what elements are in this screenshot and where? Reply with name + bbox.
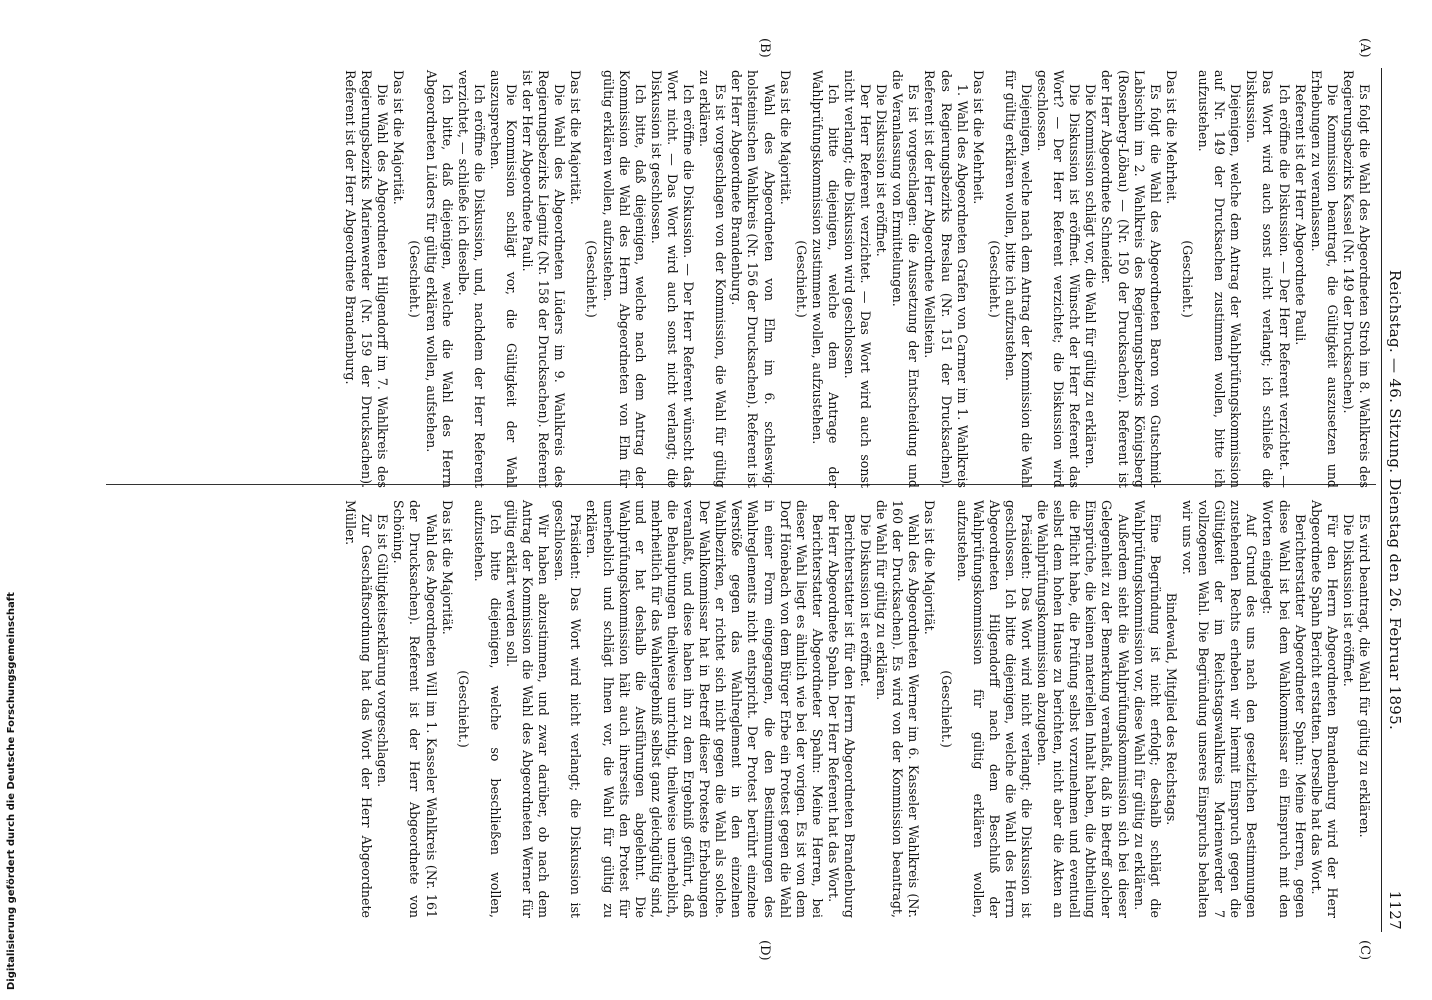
- paragraph: Die Diskussion ist eröffnet.: [874, 84, 890, 257]
- paragraph: Die Wahl des Abgeordneten Lüders im 9. Wahlkreis des Regierungsbezirks Liegnitz (Nr. 158 der Drucksachen). Referent ist der Herr Abgeordnete Pauli.: [520, 70, 568, 488]
- page-number: 1127: [1386, 890, 1404, 930]
- paragraph: Die Diskussion ist eröffnet.: [1340, 514, 1356, 687]
- page-header: [1382, 70, 1404, 930]
- paragraph: (Geschieht.): [584, 240, 600, 318]
- right-column: [342, 500, 1372, 918]
- paragraph: Es folgt die Wahl des Abgeordneten Stroh im 8. Wahlkreis des Regierungsbezirks Kassel (Nr. 149 der Drucksachen).: [1340, 70, 1372, 488]
- header-rule: [1381, 68, 1382, 932]
- paragraph: Der Herr Referent verzichtet. — Das Wort wird auch sonst nicht verlangt; die Diskussion wird geschlossen.: [842, 70, 874, 488]
- paragraph: Es ist vorgeschlagen: die Aussetzung der Entscheidung und die Veranlassung von Ermittelungen.: [890, 70, 922, 488]
- paragraph: Das ist die Majorität.: [922, 500, 938, 635]
- paragraph: Präsident: Das Wort wird nicht verlangt; die Diskussion ist geschlossen. Ich bitte diejenigen, welche die Wahl des Herrn Abgeordneten Hilgendorff nach dem Beschluß der Wahlprüfungskommission für gültig erklären wollen, aufzustehen.: [954, 500, 1035, 918]
- paragraph: (Geschieht.): [455, 670, 471, 748]
- paragraph: Diejenigen, welche dem Antrag der Wahlprüfungskommission auf Nr. 149 der Drucksachen zustimmen wollen, bitte ich aufzustehen.: [1196, 70, 1244, 488]
- paragraph: Es ist Gültigkeitserklärung vorgeschlagen.: [375, 514, 391, 788]
- paragraph: Das ist die Majorität.: [391, 70, 407, 205]
- paragraph: (Geschieht.): [938, 670, 954, 748]
- paragraph: Die Diskussion ist eröffnet.: [858, 514, 874, 687]
- paragraph: Außerdem sieht die Wahlprüfungskommission sich bei dieser Gelegenheit zu der Bemerkung veranlaßt, daß in Betreff solcher Einsprüche, die keinen materiellen Inhalt haben, die Abtheilung die Pflicht habe, die Prüfung selbst vorzunehmen und eventuell selbst dem hohen Hause zu berichten, nicht aber die Akten an die Wahlprüfungskommission abzugeben.: [1035, 500, 1131, 918]
- paragraph: Ich bitte, daß diejenigen, welche nach dem Antrag der Kommission die Wahl des Herrn Abgeordneten von Elm für gültig erklären wollen, aufzustehen.: [600, 70, 648, 488]
- paragraph: Die Kommission beantragt, die Gültigkeit auszusetzen und Erhebungen zu veranlassen.: [1308, 70, 1340, 488]
- paragraph: Berichterstatter Abgeordneter Spahn: Meine Herren, gegen diese Wahl ist bei dem Wahlkommissar ein Einspruch mit den Worten eingelegt:: [1260, 500, 1308, 918]
- left-column: [342, 70, 1372, 488]
- paragraph: (Geschieht.): [1179, 240, 1195, 318]
- paragraph: Wir haben abzustimmen, und zwar darüber, ob nach dem Antrag der Kommission die Wahl des Abgeordneten Werner für gültig erklärt werden soll.: [504, 500, 552, 918]
- paragraph: Es wird beantragt, die Wahl für gültig zu erklären.: [1357, 514, 1372, 838]
- paragraph: Das ist die Majorität.: [568, 70, 584, 205]
- paragraph: Eine Begründung ist nicht erfolgt; deshalb schlägt die Wahlprüfungskommission vor, diese Wahl für gültig zu erklären.: [1131, 500, 1163, 918]
- paragraph: Die Wahl des Abgeordneten Hilgendorff im 7. Wahlkreis des Regierungsbezirks Marienwerder (Nr. 159 der Drucksachen). Referent ist der Herr Abgeordnete Brandenburg.: [343, 70, 391, 488]
- header-title: Reichstag. — 46. Sitzung. Dienstag den 26. Februar 1895.: [1386, 269, 1404, 731]
- paragraph: (Geschieht.): [407, 240, 423, 318]
- paragraph: Referent ist der Herr Abgeordnete Pauli.: [1292, 84, 1308, 346]
- paragraph: Ich eröffne die Diskussion. — Der Herr Referent wünscht das Wort nicht. — Das Wort wird auch sonst nicht verlangt; die Diskussion ist geschlossen.: [648, 70, 697, 488]
- margin-letter-a: (A): [1357, 38, 1372, 58]
- paragraph: Es ist vorgeschlagen von der Kommission, die Wahl für gültig zu erklären.: [697, 70, 729, 488]
- paragraph: 1. Wahl des Abgeordneten Grafen von Carmer im 1. Wahlkreis des Regierungsbezirks Breslau (Nr. 151 der Drucksachen). Referent ist der Herr Abgeordnete Wellstein.: [922, 70, 970, 488]
- paragraph: Es folgt die Wahl des Abgeordneten Baron von Gutschmid-Labischin im 2. Wahlkreis des Regierungsbezirks Königsberg (Rosenberg-Löbau) — (Nr. 150 der Drucksachen). Referent ist der Herr Abgeordnete Schneider.: [1099, 70, 1163, 488]
- paragraph: Ich bitte diejenigen, welche dem Antrage der Wahlprüfungskommission zustimmen wollen, aufzustehen.: [809, 70, 841, 488]
- paragraph: Die Kommission schlägt vor, die Wahl für gültig zu erklären.: [1083, 84, 1099, 469]
- paragraph: Ich eröffne die Diskussion. — Der Herr Referent verzichtet. — Das Wort wird auch sonst nicht verlangt; ich schließe die Diskussion.: [1244, 70, 1292, 488]
- paragraph: Zur Geschäftsordnung hat das Wort der Herr Abgeordnete Müller.: [343, 500, 375, 918]
- paragraph: Wahl des Abgeordneten Werner im 6. Kasseler Wahlkreis (Nr. 160 der Drucksachen). Es wird von der Kommission beantragt, die Wahl für gültig zu erklären.: [874, 500, 922, 918]
- paragraph: Wahl des Abgeordneten Will im 1. Kasseler Wahlkreis (Nr. 161 der Drucksachen). Referent ist der Herr Abgeordnete von Schöning.: [391, 500, 439, 918]
- footer: [0, 970, 1432, 1000]
- paragraph: Ich bitte diejenigen, welche so beschließen wollen, aufzustehen.: [471, 500, 503, 918]
- paragraph: Wahl des Abgeordneten von Elm im 6. schleswig-holsteinischen Wahlkreis (Nr. 156 der Drucksachen). Referent ist der Herr Abgeordnete Brandenburg.: [729, 70, 777, 488]
- paragraph: Das ist die Majorität.: [777, 70, 793, 205]
- paragraph: Bindewald, Mitglied des Reichstags.: [1163, 592, 1179, 826]
- paragraph: Diejenigen, welche nach dem Antrag der Kommission die Wahl für gültig erklären wollen, bitte ich aufzustehen.: [1002, 70, 1035, 488]
- margin-letter-b: (B): [757, 38, 772, 58]
- paragraph: Das ist die Mehrheit.: [970, 70, 986, 205]
- paragraph: Ich bitte, daß diejenigen, welche die Wahl des Herrn Abgeordneten Lüders für gültig erklären wollen, aufstehen.: [423, 70, 455, 488]
- digitization-credit: Digitalisierung gefördert durch die Deutsche Forschungsgemeinschaft: [6, 592, 17, 990]
- paragraph: Präsident: Das Wort wird nicht verlangt; die Diskussion ist geschlossen.: [552, 500, 584, 918]
- margin-letter-d: (D): [757, 940, 772, 961]
- paragraph: Auf Grund des uns nach den gesetzlichen Bestimmungen zustehenden Rechts erheben wir hiermit Einspruch gegen die Gültigkeit der im Reichstagswahlkreis Marienwerder 7 vollzogenen Wahl. Die Begründung unseres Einspruchs behalten wir uns vor.: [1179, 500, 1260, 918]
- paragraph: Die Diskussion ist eröffnet. Wünscht der Herr Referent das Wort? — Der Herr Referent verzichtet; die Diskussion wird geschlossen.: [1035, 70, 1083, 488]
- paragraph: Berichterstatter Abgeordneter Spahn: Meine Herren, bei dieser Wahl liegt es ähnlich wie bei der vorigen. Es ist von dem Dorf Hönebach von dem Bürger Erbe ein Protest gegen die Wahl in einer Form eingegangen, die den Bestimmungen des Wahlreglements nicht entspricht. Der Protest berührt einzelne Verstöße gegen das Wahlreglement in den einzelnen Wahlbezirken, er richtet sich nicht gegen die Wahl als solche. Der Wahlkommissar hat in Betreff dieser Proteste Erhebungen veranlaßt, und diese haben ihn zu dem Ergebniß geführt, daß die Behauptungen theilweise unrichtig, theilweise unerheblich, mehrheitlich für das Wahlergebniß selbst ganz gleichgültig sind, und er hat deshalb die Ausführungen abgelehnt. Die Wahlprüfungskommission hält auch ihrerseits den Protest für unerheblich und schlägt Ihnen vor, die Wahl für gültig zu erklären.: [584, 500, 825, 918]
- margin-letter-c: (C): [1357, 940, 1372, 961]
- paragraph: Berichterstatter ist für den Herrn Abgeordneten Brandenburg der Herr Abgeordnete Spahn. Der Herr Referent hat das Wort.: [825, 500, 857, 918]
- paragraph: Das ist die Majorität.: [439, 500, 455, 635]
- paragraph: Das ist die Mehrheit.: [1163, 70, 1179, 205]
- paragraph: (Geschieht.): [793, 240, 809, 318]
- paragraph: Die Kommission schlägt vor, die Gültigkeit der Wahl auszusprechen.: [487, 70, 520, 488]
- paragraph: Für den Herrn Abgeordneten Brandenburg wird der Herr Abgeordnete Spahn Bericht erstatten. Derselbe hat das Wort.: [1308, 500, 1340, 918]
- paragraph: (Geschieht.): [986, 240, 1002, 318]
- paragraph: Ich eröffne die Diskussion, und, nachdem der Herr Referent verzichtet, — schließe ich dieselbe.: [455, 70, 487, 488]
